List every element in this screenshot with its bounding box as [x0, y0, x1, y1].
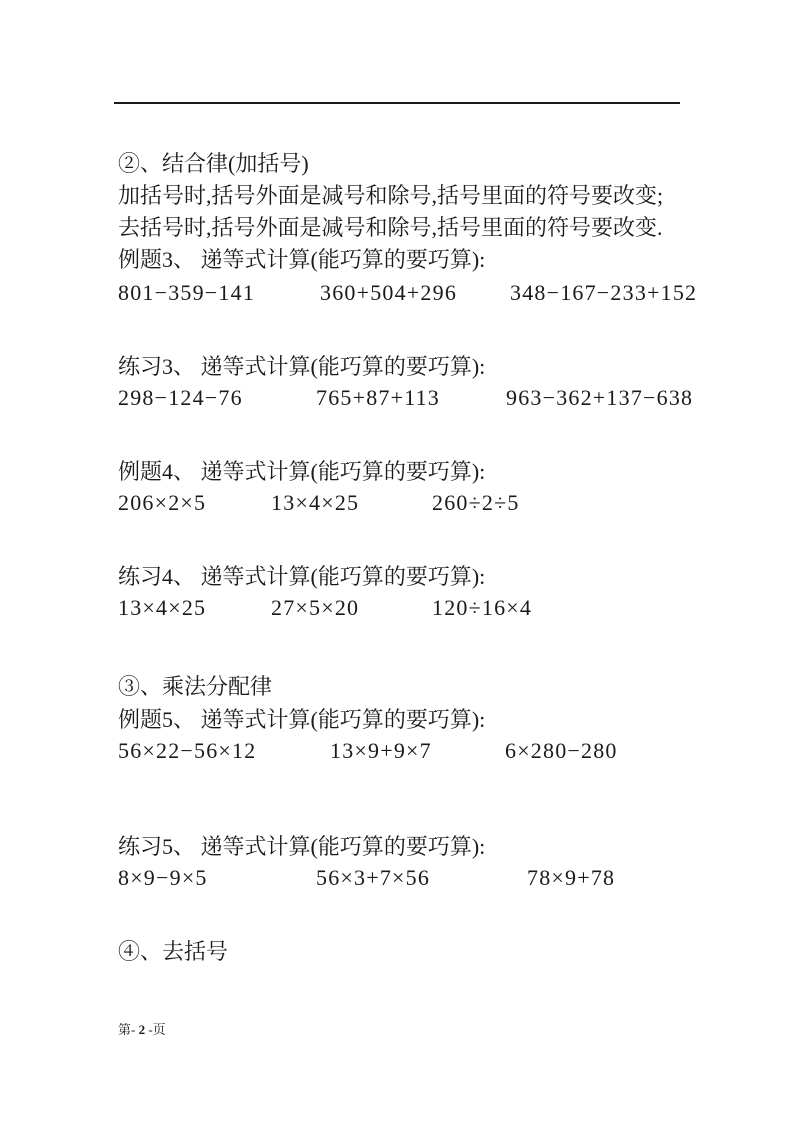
practice5-problem-1: 8×9−9×5 [118, 865, 208, 890]
example5-problem-3: 6×280−280 [505, 738, 618, 763]
example5-title: 例题5、 递等式计算(能巧算的要巧算): [118, 707, 486, 732]
practice4-title: 练习4、 递等式计算(能巧算的要巧算): [118, 564, 486, 589]
footer-page-number: 2 [138, 1022, 146, 1037]
rule-remove-brackets-text: 去括号时,括号外面是减号和除号,括号里面的符号要改变. [118, 215, 663, 240]
practice5-title: 练习5、 递等式计算(能巧算的要巧算): [118, 834, 486, 859]
footer-suffix: -页 [145, 1022, 166, 1037]
rule-add-brackets-text: 加括号时,括号外面是减号和除号,括号里面的符号要改变; [118, 183, 664, 208]
example3-title: 例题3、 递等式计算(能巧算的要巧算): [118, 247, 486, 272]
practice5-problem-2: 56×3+7×56 [316, 865, 431, 890]
practice3-problem-3: 963−362+137−638 [506, 385, 694, 410]
practice3-problem-2: 765+87+113 [316, 385, 440, 410]
example4-problem-2: 13×4×25 [271, 490, 360, 515]
example5-problem-2: 13×9+9×7 [330, 738, 432, 763]
practice4-problem-3: 120÷16×4 [432, 595, 533, 620]
heading-associative-law: ②、结合律(加括号) [118, 151, 309, 176]
example4-problem-3: 260÷2÷5 [432, 490, 520, 515]
example5-problem-1: 56×22−56×12 [118, 738, 257, 763]
example4-problem-1: 206×2×5 [118, 490, 207, 515]
footer-prefix: 第- [118, 1022, 139, 1037]
example3-problem-3: 348−167−233+152 [510, 280, 698, 305]
practice4-problem-2: 27×5×20 [271, 595, 360, 620]
practice3-problem-1: 298−124−76 [118, 385, 243, 410]
header-rule [114, 102, 680, 104]
practice3-title: 练习3、 递等式计算(能巧算的要巧算): [118, 354, 486, 379]
example4-title: 例题4、 递等式计算(能巧算的要巧算): [118, 459, 486, 484]
example3-problem-1: 801−359−141 [118, 280, 256, 305]
practice5-problem-3: 78×9+78 [527, 865, 616, 890]
heading-remove-brackets: ④、去括号 [118, 939, 229, 964]
heading-distributive-law: ③、乘法分配律 [118, 674, 273, 699]
practice4-problem-1: 13×4×25 [118, 595, 207, 620]
page-footer [118, 1022, 166, 1038]
example3-problem-2: 360+504+296 [320, 280, 458, 305]
